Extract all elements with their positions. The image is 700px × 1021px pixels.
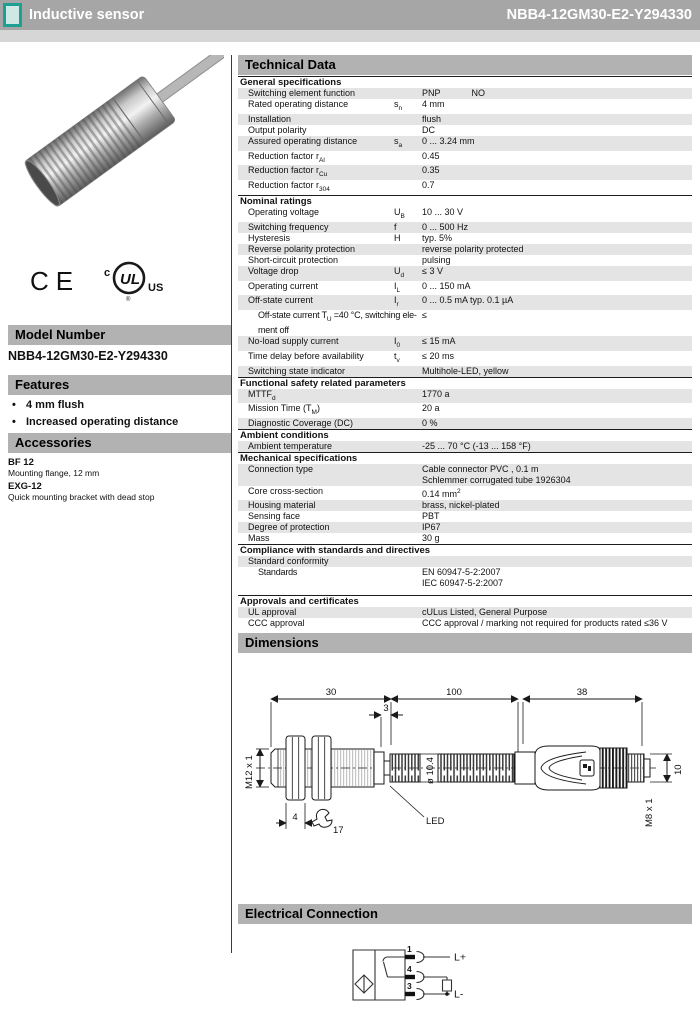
spec-value: 0.35 xyxy=(422,165,440,176)
accessories-heading: Accessories xyxy=(8,433,231,453)
features-list xyxy=(8,399,224,433)
spec-value: ≤ xyxy=(422,310,427,321)
spec-label: Voltage drop xyxy=(248,265,299,276)
spec-label: Operating voltage xyxy=(248,206,320,217)
spec-value: 0 ... 3.24 mm xyxy=(422,135,475,146)
spec-value: brass, nickel-plated xyxy=(422,500,500,511)
dim-38: 38 xyxy=(576,687,588,699)
spec-label: Connection type xyxy=(248,464,314,475)
spec-label: Time delay before availability xyxy=(248,350,364,361)
spec-row xyxy=(238,233,692,244)
spec-value: 0.7 xyxy=(422,180,435,191)
spec-value: EN 60947-5-2:2007 IEC 60947-5-2:2007 xyxy=(422,567,504,589)
spec-row xyxy=(238,125,692,136)
electrical-connection-heading: Electrical Connection xyxy=(238,904,692,924)
model-number-value: NBB4-12GM30-E2-Y294330 xyxy=(8,349,168,363)
svg-text:UL: UL xyxy=(120,271,140,288)
spec-row xyxy=(238,403,692,418)
svg-text:US: US xyxy=(148,282,164,294)
accessories-list xyxy=(8,457,224,505)
spec-value: 20 a xyxy=(422,403,440,414)
spec-row xyxy=(238,533,692,544)
spec-label: Housing material xyxy=(248,500,316,511)
spec-row xyxy=(238,511,692,522)
connector-diameter-label: 10 xyxy=(673,764,684,776)
spec-value: ≤ 15 mA xyxy=(422,335,456,346)
spec-value: CCC approval / marking not required for products rated ≤36 V xyxy=(422,618,668,629)
spec-label: Rated operating distance xyxy=(248,99,349,109)
technical-data-table xyxy=(238,76,692,629)
spec-value: 0.45 xyxy=(422,150,440,161)
spec-row xyxy=(238,114,692,125)
spec-row xyxy=(238,255,692,266)
spec-label: Switching frequency xyxy=(248,221,329,232)
brand-accent-icon xyxy=(3,3,22,27)
spec-label: Output polarity xyxy=(248,124,307,135)
spec-value: typ. 5% xyxy=(422,232,453,243)
spec-section-header: Nominal ratings xyxy=(238,195,692,207)
ul-mark-icon xyxy=(104,263,163,303)
bullet-icon: • xyxy=(12,399,16,411)
spec-label: Off-state current xyxy=(248,295,313,306)
spec-section-header: Ambient conditions xyxy=(238,429,692,441)
svg-text:c: c xyxy=(104,267,111,279)
spec-row xyxy=(238,607,692,618)
spec-row xyxy=(238,486,692,500)
spec-row xyxy=(238,522,692,533)
accessory-name: EXG-12 xyxy=(8,481,42,492)
spec-row xyxy=(238,310,692,336)
spec-section-header: General specifications xyxy=(238,76,692,88)
right-column xyxy=(238,55,692,1021)
thread-connector-label: M8 x 1 xyxy=(644,798,655,828)
led-label: LED xyxy=(426,816,445,828)
spec-label: Sensing face xyxy=(248,511,301,522)
spec-row xyxy=(238,418,692,429)
spec-label: Switching state indicator xyxy=(248,365,346,376)
spec-row xyxy=(238,99,692,114)
spec-label: Standard conformity xyxy=(248,556,329,567)
tube-diameter-label: ø 10.4 xyxy=(425,757,436,785)
spec-symbol: $U_d$ xyxy=(394,265,405,279)
product-photo xyxy=(8,55,224,255)
spec-row xyxy=(238,351,692,366)
spec-value: PBT xyxy=(422,511,440,522)
spec-row xyxy=(238,441,692,452)
page-header-bar xyxy=(0,0,700,30)
spec-row xyxy=(238,618,692,629)
dimensions-heading: Dimensions xyxy=(238,633,692,653)
spec-section-header: Approvals and certificates xyxy=(238,595,692,607)
spec-row xyxy=(238,88,692,99)
spec-section-header: Functional safety related parameters xyxy=(238,377,692,389)
load-symbol xyxy=(443,980,452,991)
spec-value: Cable connector PVC , 0.1 m Schlemmer corrugated tube 1926304 xyxy=(422,464,571,486)
spec-value: 4 mm xyxy=(422,99,445,109)
spec-label: Operating current xyxy=(248,280,319,291)
spec-label: Assured operating distance xyxy=(248,135,358,146)
l-plus-label: L+ xyxy=(454,951,466,964)
header-divider-strip xyxy=(0,30,700,42)
accessory-name: BF 12 xyxy=(8,457,34,468)
spec-section-header: Mechanical specifications xyxy=(238,452,692,464)
spec-row xyxy=(238,136,692,151)
spec-row xyxy=(238,500,692,511)
dimension-drawing xyxy=(238,653,692,899)
spec-row xyxy=(238,165,692,180)
spec-row xyxy=(238,151,692,166)
spec-value: 1770 a xyxy=(422,388,450,399)
thread-body-label: M12 x 1 xyxy=(244,755,255,790)
spec-symbol: $I_L$ xyxy=(394,280,401,294)
spec-row xyxy=(238,281,692,296)
spec-value: 0 % xyxy=(422,418,438,429)
spec-value: 0 ... 150 mA xyxy=(422,280,471,291)
spec-value: 0 ... 0.5 mA typ. 0.1 µA xyxy=(422,295,514,306)
dim-30: 30 xyxy=(325,687,337,699)
dim-100: 100 xyxy=(446,687,462,699)
spec-label: Ambient temperature xyxy=(248,441,333,452)
spec-symbol: $t_v$ xyxy=(394,350,400,364)
spec-value: ≤ 20 ms xyxy=(422,350,454,361)
spec-value: ≤ 3 V xyxy=(422,265,443,276)
spec-row xyxy=(238,244,692,255)
spec-label: Reduction factor $r_{Al}$ xyxy=(248,150,325,164)
spec-value: 30 g xyxy=(422,533,440,544)
spec-symbol: $I_0$ xyxy=(394,335,401,349)
spec-value: 0 ... 500 Hz xyxy=(422,221,469,232)
spec-label: $MTTF_d$ xyxy=(248,388,276,402)
spec-label: Diagnostic Coverage (DC) xyxy=(248,418,354,429)
spec-value: pulsing xyxy=(422,254,451,265)
spec-value: Multihole-LED, yellow xyxy=(422,365,509,376)
left-column xyxy=(8,55,224,953)
spec-label: Hysteresis xyxy=(248,232,291,243)
dim-3: 3 xyxy=(383,703,389,715)
spec-label: Mission Time $(T_M)$ xyxy=(248,403,320,417)
sensor-cable xyxy=(152,55,224,106)
spec-label: CCC approval xyxy=(248,618,305,629)
page-title: Inductive sensor xyxy=(29,7,145,23)
spec-row xyxy=(238,180,692,195)
bullet-icon: • xyxy=(12,416,16,428)
spec-value: cULus Listed, General Purpose xyxy=(422,607,548,618)
spec-symbol: $s_a$ xyxy=(394,135,403,149)
column-divider xyxy=(231,55,232,953)
spec-row xyxy=(238,222,692,233)
spec-row xyxy=(238,464,692,486)
spec-symbol: $s_n$ xyxy=(394,99,403,112)
spec-label: Reduction factor $r_{304}$ xyxy=(248,180,330,193)
wrench-icon xyxy=(312,810,332,828)
accessory-desc: Quick mounting bracket with dead stop xyxy=(8,492,155,502)
spec-row xyxy=(238,295,692,310)
feature-item: • 4 mm flush xyxy=(12,399,85,411)
l-minus-label: L- xyxy=(454,988,464,1001)
spec-section-header: Compliance with standards and directives xyxy=(238,544,692,556)
spec-value: reverse polarity protected xyxy=(422,243,524,254)
spec-label: Reverse polarity protection xyxy=(248,243,356,254)
accessory-desc: Mounting flange, 12 mm xyxy=(8,468,100,478)
spec-label: Standards xyxy=(258,567,298,578)
spec-row xyxy=(238,389,692,404)
spec-label: Short-circuit protection xyxy=(248,254,339,265)
spec-label: Mass xyxy=(248,533,270,544)
spec-value: 0.14 $mm^2$ xyxy=(422,488,461,500)
wiring-diagram xyxy=(238,924,692,1016)
spec-symbol: f xyxy=(394,221,397,232)
switch-symbol xyxy=(383,957,405,977)
spec-label: Core cross-section xyxy=(248,486,324,497)
spec-value: IP67 xyxy=(422,522,441,533)
spec-value: DC xyxy=(422,124,435,135)
inductive-sensor-symbol xyxy=(355,975,373,993)
spec-label: UL approval xyxy=(248,607,297,618)
spec-label: Off-state current $T_U =40$ °C, switching ele- ment off xyxy=(258,310,417,335)
spec-row xyxy=(238,556,692,567)
spec-row xyxy=(238,567,692,589)
pin-1-label: 1 xyxy=(407,944,412,955)
spec-row xyxy=(238,266,692,281)
spec-value: flush xyxy=(422,113,442,124)
ce-mark-icon: CE xyxy=(30,266,81,296)
spec-value: PNP NO xyxy=(422,88,486,98)
spec-symbol: $U_B$ xyxy=(394,206,405,220)
spec-symbol: H xyxy=(394,232,401,243)
wrench-size: 17 xyxy=(333,825,344,837)
model-number-heading: Model Number xyxy=(8,325,231,345)
svg-text:®: ® xyxy=(126,297,131,303)
spec-label: Installation xyxy=(248,113,292,124)
spec-value: -25 ... 70 °C (-13 ... 158 °F) xyxy=(422,441,531,452)
spec-row xyxy=(238,336,692,351)
technical-data-heading: Technical Data xyxy=(238,55,692,75)
spec-row xyxy=(238,366,692,377)
conformity-marks xyxy=(26,258,216,304)
spec-label: No-load supply current xyxy=(248,335,339,346)
pin-4-label: 4 xyxy=(407,964,412,975)
spec-row xyxy=(238,207,692,222)
pin-3-label: 3 xyxy=(407,981,412,992)
spec-label: Degree of protection xyxy=(248,522,330,533)
dim-4: 4 xyxy=(292,812,298,824)
spec-value: 10 ... 30 V xyxy=(422,206,464,217)
spec-value-2: NO xyxy=(471,88,486,98)
spec-label: Reduction factor $r_{Cu}$ xyxy=(248,165,328,179)
spec-label: Switching element function xyxy=(248,88,356,98)
header-part-number: NBB4-12GM30-E2-Y294330 xyxy=(506,7,692,23)
feature-item: • Increased operating distance xyxy=(12,416,179,428)
features-heading: Features xyxy=(8,375,231,395)
spec-symbol: $I_r$ xyxy=(394,295,399,309)
